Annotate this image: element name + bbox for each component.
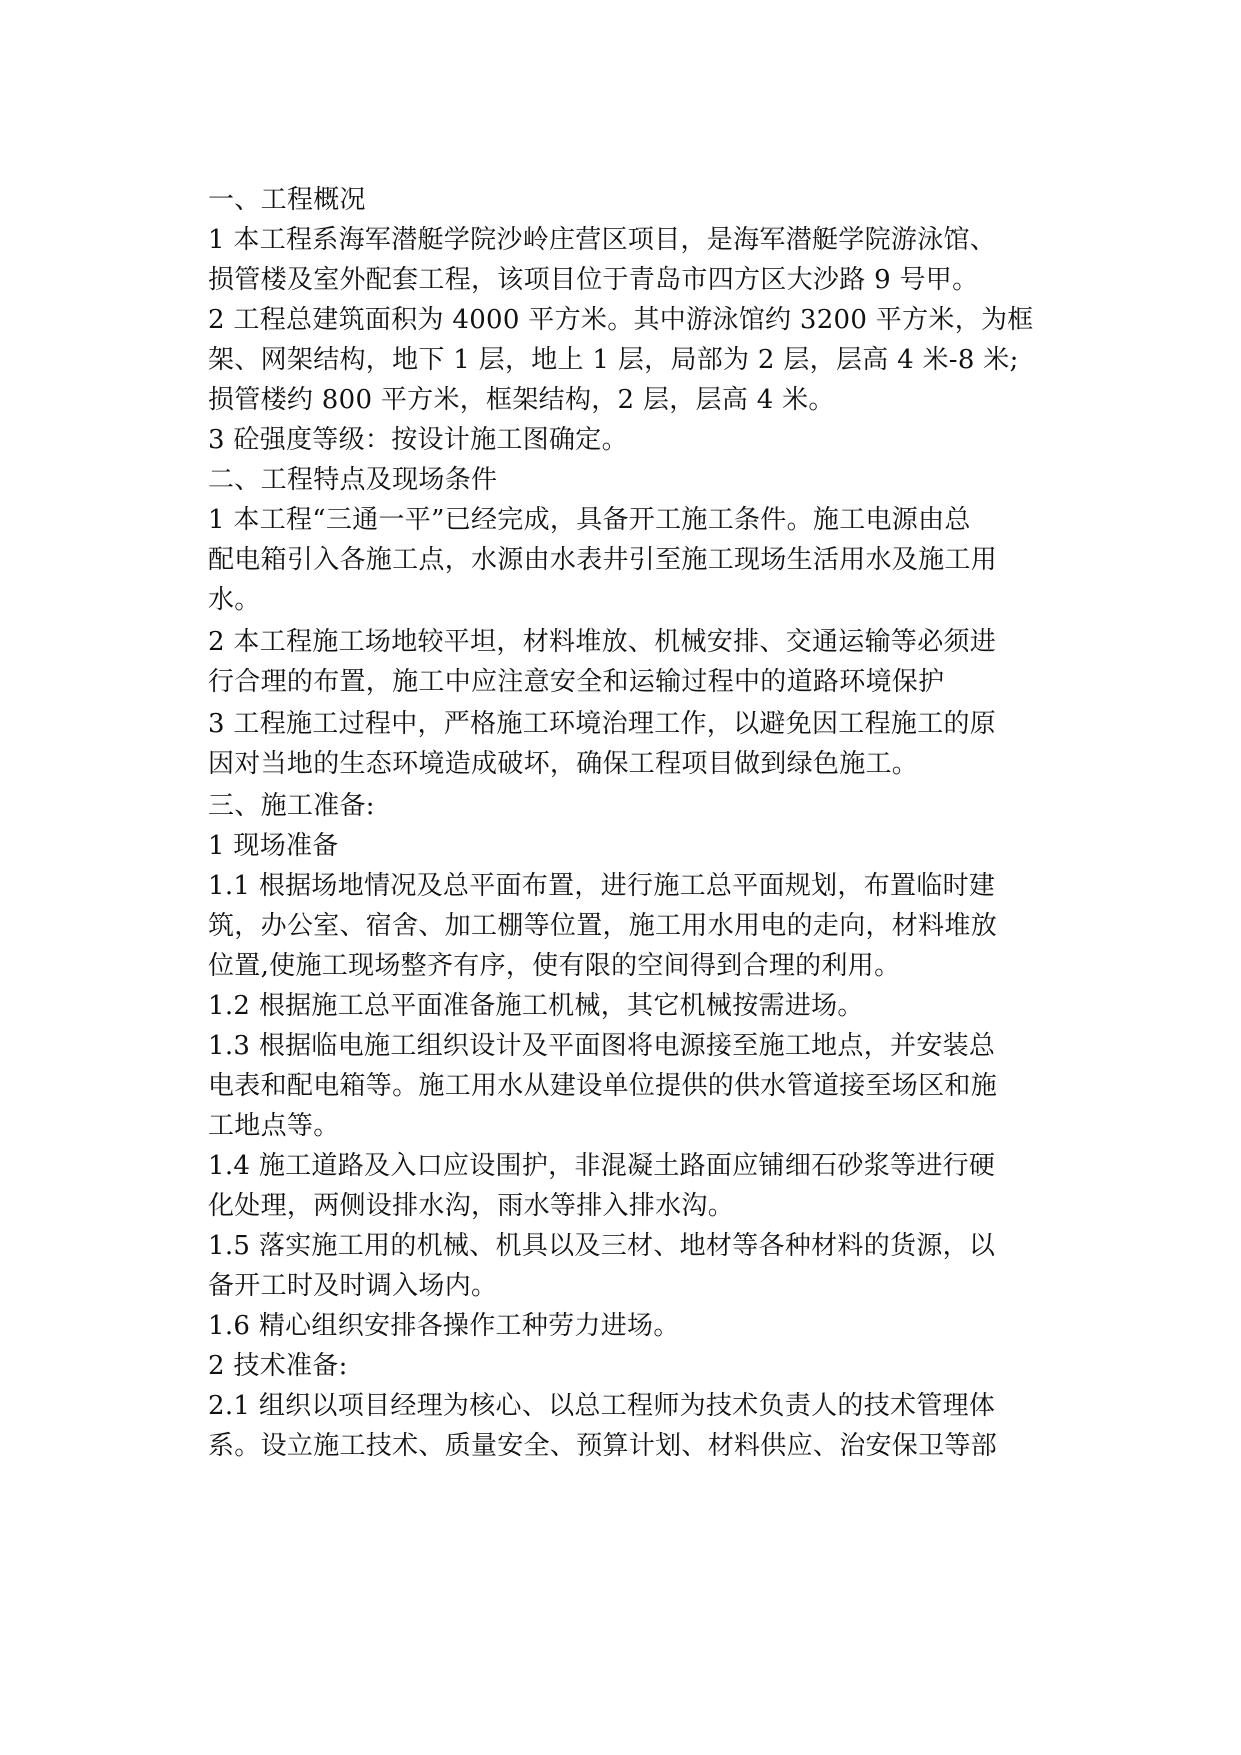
paragraph-line: 筑，办公室、宿舍、加工棚等位置，施工用水用电的走向，材料堆放 (208, 911, 998, 941)
paragraph-line: 1.2 根据施工总平面准备施工机械，其它机械按需进场。 (208, 991, 864, 1021)
subsection-heading-site: 1 现场准备 (208, 831, 339, 861)
paragraph-line: 3 砼强度等级：按设计施工图确定。 (208, 425, 628, 455)
paragraph-line: 1.4 施工道路及入口应设围护，非混凝土路面应铺细石砂浆等进行硬 (208, 1151, 996, 1181)
paragraph-line: 1.5 落实施工用的机械、机具以及三材、地材等各种材料的货源，以 (208, 1231, 996, 1261)
paragraph-line: 系。设立施工技术、质量安全、预算计划、材料供应、治安保卫等部 (208, 1431, 998, 1461)
subsection-heading-technical: 2 技术准备: (208, 1351, 348, 1381)
paragraph-line: 因对当地的生态环境造成破坏，确保工程项目做到绿色施工。 (208, 749, 919, 779)
paragraph-line: 1.3 根据临电施工组织设计及平面图将电源接至施工地点，并安装总 (208, 1031, 996, 1061)
paragraph-line: 位置,使施工现场整齐有序，使有限的空间得到合理的利用。 (208, 951, 901, 981)
paragraph-line: 1.6 精心组织安排各操作工种劳力进场。 (208, 1311, 680, 1341)
paragraph-line: 配电箱引入各施工点，水源由水表井引至施工现场生活用水及施工用 (208, 545, 998, 575)
section-heading-preparation: 三、施工准备: (208, 791, 375, 821)
paragraph-line: 2 工程总建筑面积为 4000 平方米。其中游泳馆约 3200 平方米，为框 (208, 305, 1034, 335)
section-heading-features: 二、工程特点及现场条件 (208, 465, 498, 495)
paragraph-line: 行合理的布置，施工中应注意安全和运输过程中的道路环境保护 (208, 667, 945, 697)
paragraph-line: 架、网架结构，地下 1 层，地上 1 层，局部为 2 层，层高 4 米-8 米; (208, 345, 1019, 375)
paragraph-line: 1 本工程“三通一平”已经完成，具备开工施工条件。施工电源由总 (208, 505, 971, 535)
paragraph-line: 1.1 根据场地情况及总平面布置，进行施工总平面规划，布置临时建 (208, 871, 996, 901)
paragraph-line: 损管楼约 800 平方米，框架结构，2 层，层高 4 米。 (208, 385, 835, 415)
paragraph-line: 化处理，两侧设排水沟，雨水等排入排水沟。 (208, 1191, 735, 1221)
paragraph-line: 2 本工程施工场地较平坦，材料堆放、机械安排、交通运输等必须进 (208, 627, 997, 657)
paragraph-line: 3 工程施工过程中，严格施工环境治理工作，以避免因工程施工的原 (208, 709, 997, 739)
paragraph-line: 2.1 组织以项目经理为核心、以总工程师为技术负责人的技术管理体 (208, 1391, 996, 1421)
section-heading-overview: 一、工程概况 (208, 185, 366, 215)
paragraph-line: 损管楼及室外配套工程，该项目位于青岛市四方区大沙路 9 号甲。 (208, 265, 979, 295)
paragraph-line: 备开工时及时调入场内。 (208, 1271, 498, 1301)
paragraph-line: 工地点等。 (208, 1111, 340, 1141)
paragraph-line: 水。 (208, 585, 261, 615)
paragraph-line: 电表和配电箱等。施工用水从建设单位提供的供水管道接至场区和施 (208, 1071, 998, 1101)
paragraph-line: 1 本工程系海军潜艇学院沙岭庄营区项目，是海军潜艇学院游泳馆、 (208, 225, 997, 255)
